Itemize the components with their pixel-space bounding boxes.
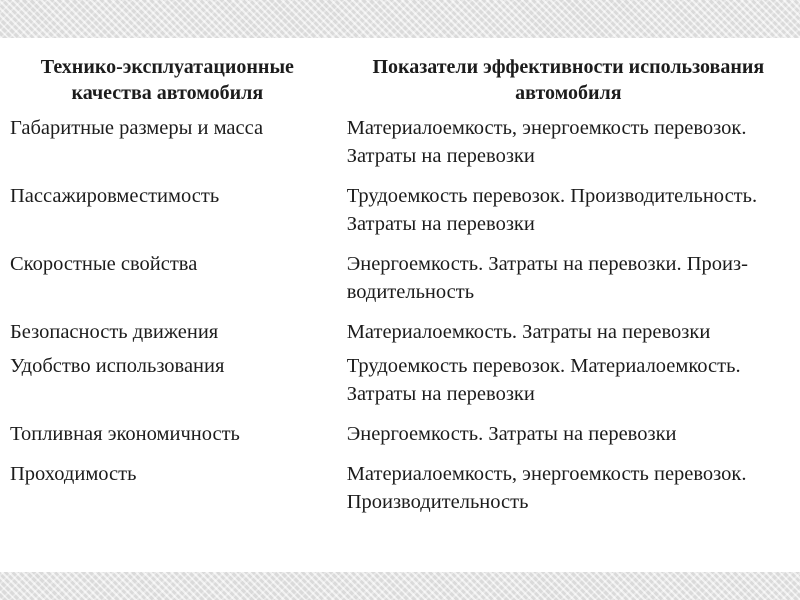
- background-texture-bottom: [0, 572, 800, 600]
- table-row: [10, 250, 790, 318]
- row-quality: Топливная экономичность: [10, 423, 240, 445]
- row-indicators: Энергоемкость. Затраты на перевозки: [346, 423, 677, 445]
- row-quality: Габаритные размеры и масса: [10, 117, 264, 139]
- row-quality: Пассажировместимость: [10, 185, 220, 207]
- table-row: [10, 114, 790, 182]
- row-quality: Проходимость: [10, 463, 137, 485]
- row-quality: Удобство использования: [10, 355, 225, 377]
- document-page: [0, 38, 800, 572]
- table-row: [10, 460, 790, 528]
- background-texture-top: [0, 0, 800, 38]
- table-row: [10, 318, 790, 352]
- table-row: [10, 352, 790, 420]
- row-indicators: Трудоемкость перевозок. Производительность. Затраты на перевозки: [346, 185, 758, 235]
- quality-indicators-table: [10, 54, 790, 528]
- table-row: [10, 420, 790, 460]
- row-indicators: Материалоемкость, энергоемкость перевозок. Производительность: [346, 463, 747, 513]
- table-header-row: [10, 54, 790, 114]
- row-quality: Скоростные свойства: [10, 253, 198, 275]
- row-quality: Безопасность движения: [10, 321, 219, 343]
- row-indicators: Материалоемкость, энергоемкость перевозок. Затраты на перевозки: [346, 117, 747, 167]
- header-quality: Технико-эксплуатационные качества автомобиля: [40, 56, 294, 104]
- table-row: [10, 182, 790, 250]
- row-indicators: Энергоемкость. Затраты на перевозки. Произ-водительность: [346, 253, 748, 303]
- header-indicators: Показатели эффективности использования автомобиля: [372, 56, 765, 104]
- row-indicators: Материалоемкость. Затраты на перевозки: [346, 321, 711, 343]
- row-indicators: Трудоемкость перевозок. Материалоемкость. Затраты на перевозки: [346, 355, 741, 405]
